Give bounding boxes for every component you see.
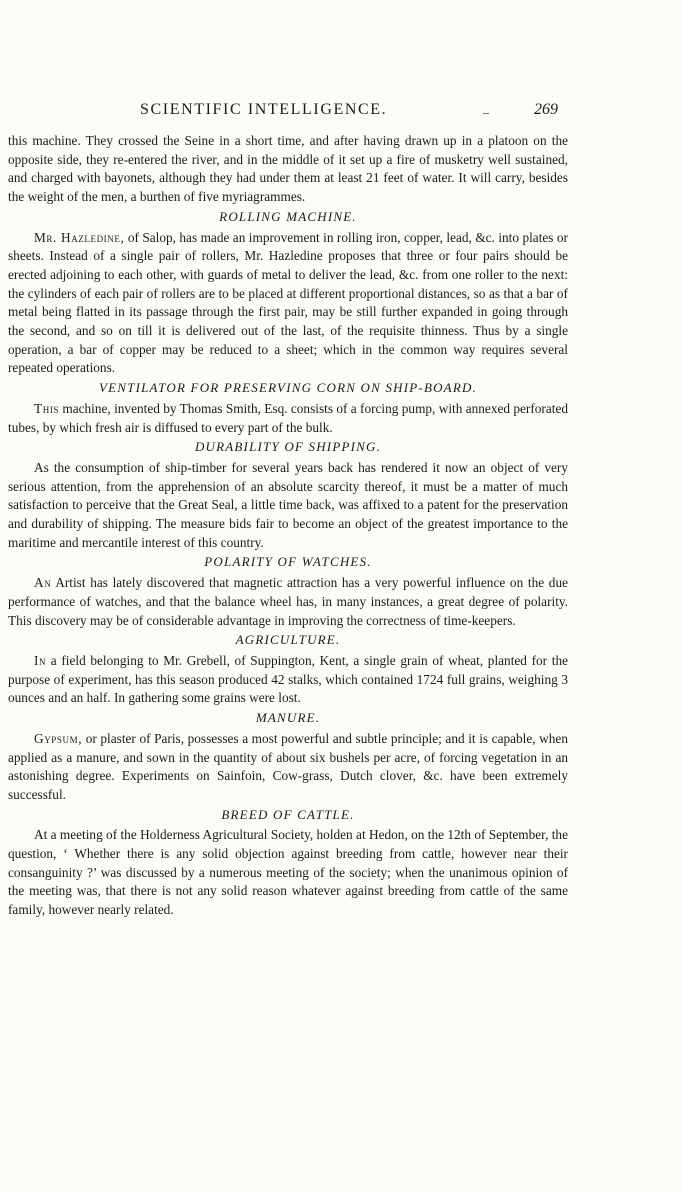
paragraph-text: As the consumption of ship-timber for several years back has rendered it now an object of very serious attention, from the apprehension of an absolute scarcity thereof, it must be a matter of much satisfaction to perceive that the Great Seal, a little time back, was affixed to a patent for the preservation and durability of shipping. The measure bids fair to become an object of the greatest importance to the maritime and mercantile interest of this country. [8,459,568,550]
lead-word: Gypsum, [34,730,83,746]
continuation-paragraph: this machine. They crossed the Seine in a short time, and after having drawn up in a platoon on the opposite side, they re-entered the river, and in the middle of it set up a fire of musketry well sustained, and charged with bayonets, although they had under them at least 21 feet of water. It will carry, besides the weight of the men, a burthen of five myriagrammes. [8,133,568,205]
paragraph-text: of Salop, has made an improvement in rolling iron, copper, lead, &c. into plates or sheets. Instead of a single pair of rollers, Mr. Hazledine proposes that three or four pairs should be erected adjoining to each other, with guards of metal to deliver the lead, &c. from one roller to the next: the cylinders of each pair of rollers are to be placed at different proportional distances, so as that a bar of metal being flatted in its passage through the first pair, may be still further expanded in going through the second, and so on till it is delivered out of the last, of the requisite thinness. Thus by a single operation, a bar of copper may be reduced to a sheet; which in the common way requires several repeated operations. [8,229,568,376]
section-paragraph [8,459,568,553]
section-paragraph [8,229,568,379]
paragraph-text: or plaster of Paris, possesses a most powerful and subtle principle; and it is capable, when applied as a manure, and sown in the quantity of about six bushels per acre, of forcing vegetation in an astonishing degree. Experiments on Sainfoin, Cow-grass, Dutch clover, &c. have been extremely successful. [8,730,568,802]
printer-mark: ‒ [483,105,489,119]
section-heading: POLARITY OF WATCHES. [204,554,372,570]
section-heading: DURABILITY OF SHIPPING. [194,439,382,455]
paragraph-text: Artist has lately discovered that magnetic attraction has a very powerful influence on the due performance of watches, and that the balance wheel has, in many instances, a great degree of polarity. This discovery may be of considerable advantage in improving the correctness of time-keepers. [8,575,568,628]
section-paragraph [8,574,568,630]
section-heading: ROLLING MACHINE. [219,208,357,224]
section-paragraph [8,652,568,708]
paragraph-text: a field belonging to Mr. Grebell, of Suppington, Kent, a single grain of wheat, planted for the purpose of experiment, has this season produced 42 stalks, which contained 1724 full grains, weighing 3 ounces and an half. In gathering some grains were lost. [8,652,568,706]
section-heading: AGRICULTURE. [235,632,341,648]
section-paragraph [8,826,568,920]
paragraph-text: machine, invented by Thomas Smith, Esq. consists of a forcing pump, with annexed perforated tubes, by which fresh air is diffused to every part of the bulk. [8,400,568,435]
section-heading: BREED OF CATTLE. [221,806,355,822]
section-heading: VENTILATOR FOR PRESERVING CORN ON SHIP-BOARD. [98,380,477,396]
lead-word: Mr. Hazledine, [34,229,125,245]
section-paragraph [8,400,568,437]
running-title: SCIENTIFIC INTELLIGENCE. [140,101,388,118]
page-number: 269 [534,101,558,118]
running-header [0,101,682,123]
article-body [8,132,568,920]
lead-word: An [34,575,52,591]
section-paragraph [8,730,568,805]
section-heading: MANURE. [255,710,321,726]
lead-word: In [34,652,47,668]
lead-word: This [34,400,60,416]
paragraph-text: At a meeting of the Holderness Agricultural Society, holden at Hedon, on the 12th of September, the question, ‘ Whether there is any solid objection against breeding from cattle, however near their consanguinity ?’ was discussed by a numerous meeting of the society; when the unanimous opinion of the meeting was, that there is not any solid reason whatever against breeding from cattle of the same family, however nearly related. [8,827,568,918]
